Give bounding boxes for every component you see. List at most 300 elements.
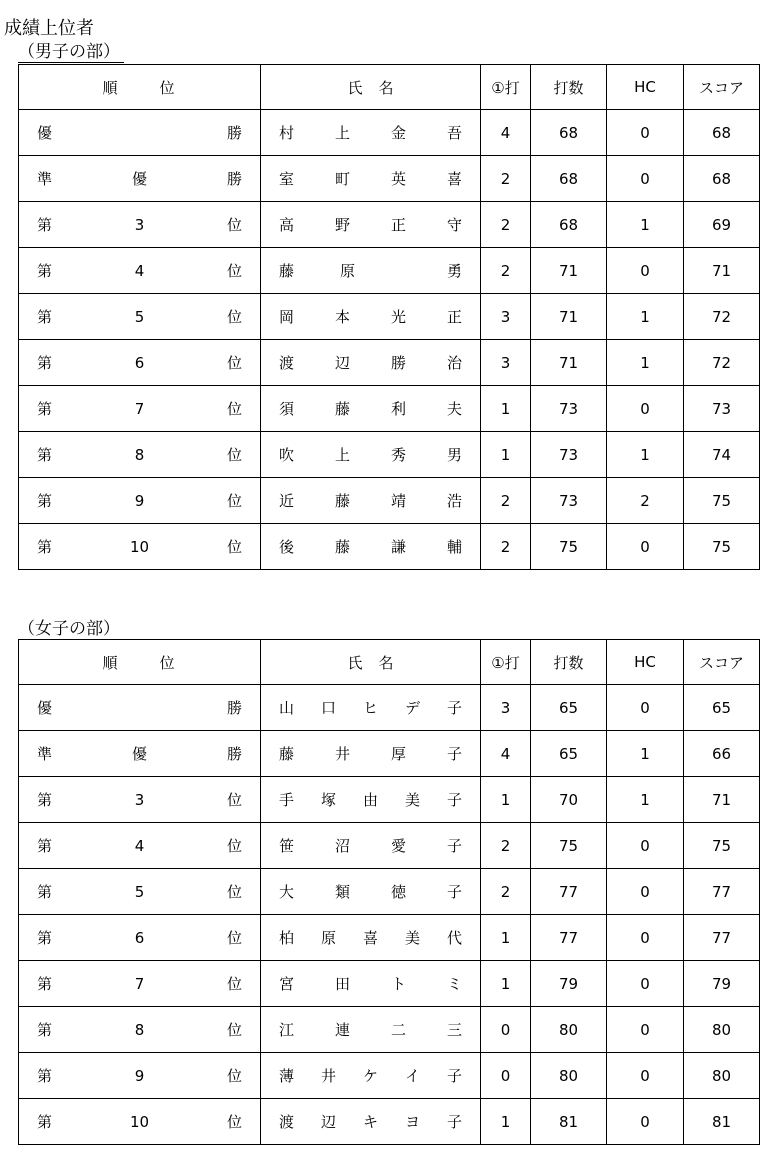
hole1-cell: 0 bbox=[481, 1007, 531, 1053]
hole1-cell: 1 bbox=[481, 915, 531, 961]
name-char: 柏 bbox=[279, 929, 295, 947]
header-hc: HC bbox=[607, 65, 684, 110]
rank-cell bbox=[19, 432, 261, 478]
rank-cell bbox=[19, 915, 261, 961]
hc-cell: 1 bbox=[607, 294, 684, 340]
name-char: 塚 bbox=[320, 791, 336, 809]
rank-part: 勝 bbox=[226, 699, 242, 717]
strokes-cell: 68 bbox=[531, 156, 607, 202]
rank-part: 9 bbox=[134, 1066, 145, 1085]
rank-part: 優 bbox=[37, 124, 53, 142]
header-row bbox=[19, 640, 760, 685]
name-char: キ bbox=[362, 1113, 378, 1131]
hole1-cell: 3 bbox=[481, 685, 531, 731]
name-char: 正 bbox=[390, 216, 406, 234]
score-cell: 65 bbox=[684, 685, 760, 731]
table-row bbox=[19, 777, 760, 823]
name-char: 渡 bbox=[279, 1113, 295, 1131]
player-name-cell bbox=[261, 340, 481, 386]
name-char: 口 bbox=[320, 699, 336, 717]
name-char: 三 bbox=[446, 1021, 462, 1039]
hc-cell: 0 bbox=[607, 961, 684, 1007]
hole1-cell: 0 bbox=[481, 1053, 531, 1099]
player-name-cell bbox=[261, 524, 481, 570]
table-row bbox=[19, 685, 760, 731]
name-char: 野 bbox=[334, 216, 350, 234]
rank-part: 位 bbox=[226, 1113, 242, 1131]
hole1-cell: 2 bbox=[481, 202, 531, 248]
rank-part: 第 bbox=[37, 262, 53, 280]
hole1-cell: 2 bbox=[481, 869, 531, 915]
header-score: スコア bbox=[684, 65, 760, 110]
rank-part: 第 bbox=[37, 975, 53, 993]
rank-part: 勝 bbox=[226, 745, 242, 763]
header-rank-label bbox=[102, 77, 176, 98]
strokes-cell: 80 bbox=[531, 1007, 607, 1053]
hole1-cell: 1 bbox=[481, 432, 531, 478]
name-char: 愛 bbox=[390, 837, 406, 855]
header-rank-char: 位 bbox=[159, 78, 177, 97]
rank-part: 位 bbox=[226, 975, 242, 993]
rank-cell bbox=[19, 386, 261, 432]
rank-part: 6 bbox=[134, 353, 145, 372]
table-row bbox=[19, 478, 760, 524]
player-name-cell bbox=[261, 432, 481, 478]
header-name-label bbox=[347, 654, 393, 672]
name-char: 由 bbox=[362, 791, 378, 809]
strokes-cell: 80 bbox=[531, 1053, 607, 1099]
results-table-men bbox=[18, 64, 760, 570]
table-row bbox=[19, 1007, 760, 1053]
hc-cell: 1 bbox=[607, 777, 684, 823]
hc-cell: 0 bbox=[607, 1099, 684, 1145]
rank-cell bbox=[19, 1053, 261, 1099]
rank-part: 位 bbox=[226, 446, 242, 464]
rank-cell bbox=[19, 294, 261, 340]
score-cell: 73 bbox=[684, 386, 760, 432]
strokes-cell: 81 bbox=[531, 1099, 607, 1145]
name-char: 秀 bbox=[390, 446, 406, 464]
name-char: 笹 bbox=[279, 837, 295, 855]
name-char: 藤 bbox=[334, 492, 350, 510]
strokes-cell: 73 bbox=[531, 386, 607, 432]
rank-part: 第 bbox=[37, 400, 53, 418]
rank-part: 勝 bbox=[226, 170, 242, 188]
name-char: 喜 bbox=[362, 929, 378, 947]
rank-cell bbox=[19, 731, 261, 777]
rank-part: 準 bbox=[37, 170, 53, 188]
rank-cell bbox=[19, 869, 261, 915]
name-char: 田 bbox=[334, 975, 350, 993]
name-char: 子 bbox=[446, 791, 462, 809]
hole1-cell: 1 bbox=[481, 1099, 531, 1145]
rank-part: 9 bbox=[134, 491, 145, 510]
header-hole1: ①打 bbox=[481, 65, 531, 110]
header-rank bbox=[19, 640, 261, 685]
header-rank-label bbox=[102, 652, 176, 673]
hc-cell: 0 bbox=[607, 386, 684, 432]
hc-cell: 0 bbox=[607, 1053, 684, 1099]
name-char: 喜 bbox=[446, 170, 462, 188]
player-name-cell bbox=[261, 823, 481, 869]
rank-part: 6 bbox=[134, 928, 145, 947]
table-row bbox=[19, 1099, 760, 1145]
rank-cell bbox=[19, 478, 261, 524]
rank-cell bbox=[19, 340, 261, 386]
player-name-cell bbox=[261, 478, 481, 524]
rank-part: 7 bbox=[134, 399, 145, 418]
rank-part: 第 bbox=[37, 929, 53, 947]
header-row bbox=[19, 65, 760, 110]
rank-cell bbox=[19, 1007, 261, 1053]
table-row bbox=[19, 869, 760, 915]
strokes-cell: 71 bbox=[531, 294, 607, 340]
name-char: 子 bbox=[446, 837, 462, 855]
header-score: スコア bbox=[684, 640, 760, 685]
header-strokes: 打数 bbox=[531, 640, 607, 685]
hole1-cell: 4 bbox=[481, 731, 531, 777]
rank-cell bbox=[19, 961, 261, 1007]
strokes-cell: 65 bbox=[531, 731, 607, 777]
score-cell: 74 bbox=[684, 432, 760, 478]
rank-part: 優 bbox=[37, 699, 53, 717]
table-row bbox=[19, 386, 760, 432]
name-char: 近 bbox=[279, 492, 295, 510]
hc-cell: 0 bbox=[607, 156, 684, 202]
rank-cell bbox=[19, 823, 261, 869]
header-rank-char: 順 bbox=[102, 653, 120, 672]
rank-cell bbox=[19, 777, 261, 823]
hc-cell: 0 bbox=[607, 1007, 684, 1053]
rank-part: 位 bbox=[226, 837, 242, 855]
hole1-cell: 3 bbox=[481, 340, 531, 386]
score-cell: 77 bbox=[684, 869, 760, 915]
table-row bbox=[19, 202, 760, 248]
name-char: 藤 bbox=[334, 400, 350, 418]
table-row bbox=[19, 961, 760, 1007]
hole1-cell: 1 bbox=[481, 961, 531, 1007]
rank-part: 5 bbox=[134, 882, 145, 901]
rank-part: 第 bbox=[37, 1021, 53, 1039]
strokes-cell: 71 bbox=[531, 340, 607, 386]
rank-part: 7 bbox=[134, 974, 145, 993]
rank-part: 優 bbox=[131, 170, 147, 188]
name-char: 治 bbox=[446, 354, 462, 372]
hc-cell: 1 bbox=[607, 340, 684, 386]
score-cell: 75 bbox=[684, 478, 760, 524]
table-row bbox=[19, 1053, 760, 1099]
name-char: 徳 bbox=[390, 883, 406, 901]
rank-part: 第 bbox=[37, 354, 53, 372]
player-name-cell bbox=[261, 294, 481, 340]
page-title: 成績上位者 bbox=[4, 18, 94, 39]
rank-part: 第 bbox=[37, 883, 53, 901]
hc-cell: 0 bbox=[607, 869, 684, 915]
name-char: 町 bbox=[334, 170, 350, 188]
rank-part: 3 bbox=[134, 215, 145, 234]
score-cell: 72 bbox=[684, 294, 760, 340]
name-char: ト bbox=[390, 975, 406, 993]
results-table-women bbox=[18, 639, 760, 1145]
header-strokes: 打数 bbox=[531, 65, 607, 110]
rank-part: 第 bbox=[37, 1113, 53, 1131]
name-char: 江 bbox=[279, 1021, 295, 1039]
strokes-cell: 75 bbox=[531, 524, 607, 570]
rank-part: 位 bbox=[226, 216, 242, 234]
name-char: ヒ bbox=[362, 699, 378, 717]
name-char: 美 bbox=[404, 791, 420, 809]
strokes-cell: 68 bbox=[531, 110, 607, 156]
score-cell: 68 bbox=[684, 110, 760, 156]
table-row bbox=[19, 823, 760, 869]
name-char: 井 bbox=[320, 1067, 336, 1085]
hole1-cell: 4 bbox=[481, 110, 531, 156]
header-rank-char: 順 bbox=[102, 78, 120, 97]
rank-cell bbox=[19, 110, 261, 156]
strokes-cell: 77 bbox=[531, 869, 607, 915]
name-char: デ bbox=[404, 699, 420, 717]
rank-part: 第 bbox=[37, 791, 53, 809]
hc-cell: 0 bbox=[607, 823, 684, 869]
rank-part: 位 bbox=[226, 262, 242, 280]
rank-part: 第 bbox=[37, 216, 53, 234]
name-char: 室 bbox=[279, 170, 295, 188]
rank-part: 8 bbox=[134, 445, 145, 464]
hc-cell: 0 bbox=[607, 110, 684, 156]
name-char: 正 bbox=[446, 308, 462, 326]
table-row bbox=[19, 731, 760, 777]
header-name bbox=[261, 65, 481, 110]
rank-cell bbox=[19, 685, 261, 731]
table-row bbox=[19, 248, 760, 294]
name-char: 辺 bbox=[334, 354, 350, 372]
name-char: 上 bbox=[334, 124, 350, 142]
player-name-cell bbox=[261, 1053, 481, 1099]
hole1-cell: 2 bbox=[481, 524, 531, 570]
name-char: 謙 bbox=[390, 538, 406, 556]
name-char: 井 bbox=[334, 745, 350, 763]
section-label-women: （女子の部） bbox=[18, 619, 124, 640]
strokes-cell: 79 bbox=[531, 961, 607, 1007]
player-name-cell bbox=[261, 731, 481, 777]
player-name-cell bbox=[261, 961, 481, 1007]
hc-cell: 1 bbox=[607, 202, 684, 248]
hole1-cell: 1 bbox=[481, 777, 531, 823]
player-name-cell bbox=[261, 1007, 481, 1053]
hc-cell: 1 bbox=[607, 731, 684, 777]
player-name-cell bbox=[261, 110, 481, 156]
header-rank-char: 位 bbox=[159, 653, 177, 672]
name-char: 宮 bbox=[279, 975, 295, 993]
player-name-cell bbox=[261, 156, 481, 202]
player-name-cell bbox=[261, 685, 481, 731]
name-char: 子 bbox=[446, 1113, 462, 1131]
rank-part: 第 bbox=[37, 837, 53, 855]
player-name-cell bbox=[261, 777, 481, 823]
score-cell: 69 bbox=[684, 202, 760, 248]
rank-part: 位 bbox=[226, 308, 242, 326]
name-char: 勝 bbox=[390, 354, 406, 372]
name-char: 岡 bbox=[279, 308, 295, 326]
rank-part: 5 bbox=[134, 307, 145, 326]
score-cell: 80 bbox=[684, 1053, 760, 1099]
rank-part: 位 bbox=[226, 492, 242, 510]
name-char: 藤 bbox=[279, 745, 295, 763]
hc-cell: 2 bbox=[607, 478, 684, 524]
rank-part: 第 bbox=[37, 446, 53, 464]
name-char: 本 bbox=[334, 308, 350, 326]
name-char: 美 bbox=[404, 929, 420, 947]
score-cell: 80 bbox=[684, 1007, 760, 1053]
rank-cell bbox=[19, 202, 261, 248]
name-char: ケ bbox=[362, 1067, 378, 1085]
rank-part: 準 bbox=[37, 745, 53, 763]
rank-part: 3 bbox=[134, 790, 145, 809]
table-row bbox=[19, 340, 760, 386]
name-char: 渡 bbox=[279, 354, 295, 372]
header-name-char: 名 bbox=[378, 78, 394, 97]
name-char: 輔 bbox=[446, 538, 462, 556]
name-char: 浩 bbox=[446, 492, 462, 510]
table-row bbox=[19, 110, 760, 156]
name-char: 代 bbox=[446, 929, 462, 947]
rank-part: 第 bbox=[37, 1067, 53, 1085]
score-cell: 79 bbox=[684, 961, 760, 1007]
name-char: 子 bbox=[446, 1067, 462, 1085]
hole1-cell: 3 bbox=[481, 294, 531, 340]
name-char: 利 bbox=[390, 400, 406, 418]
name-char: イ bbox=[404, 1067, 420, 1085]
strokes-cell: 65 bbox=[531, 685, 607, 731]
strokes-cell: 77 bbox=[531, 915, 607, 961]
strokes-cell: 71 bbox=[531, 248, 607, 294]
rank-part: 位 bbox=[226, 883, 242, 901]
hole1-cell: 2 bbox=[481, 478, 531, 524]
rank-part: 位 bbox=[226, 1021, 242, 1039]
name-char: 吾 bbox=[446, 124, 462, 142]
hole1-cell: 2 bbox=[481, 248, 531, 294]
header-hole1: ①打 bbox=[481, 640, 531, 685]
strokes-cell: 70 bbox=[531, 777, 607, 823]
hole1-cell: 2 bbox=[481, 823, 531, 869]
rank-part: 位 bbox=[226, 400, 242, 418]
name-char: 後 bbox=[279, 538, 295, 556]
player-name-cell bbox=[261, 202, 481, 248]
score-cell: 75 bbox=[684, 823, 760, 869]
name-char: 須 bbox=[279, 400, 295, 418]
header-name bbox=[261, 640, 481, 685]
score-cell: 71 bbox=[684, 777, 760, 823]
player-name-cell bbox=[261, 915, 481, 961]
rank-part: 位 bbox=[226, 354, 242, 372]
name-char: 村 bbox=[279, 124, 295, 142]
player-name-cell bbox=[261, 248, 481, 294]
player-name-cell bbox=[261, 869, 481, 915]
hole1-cell: 2 bbox=[481, 156, 531, 202]
rank-part: 勝 bbox=[226, 124, 242, 142]
name-char: 男 bbox=[446, 446, 462, 464]
name-char: 手 bbox=[279, 791, 295, 809]
header-rank bbox=[19, 65, 261, 110]
header-name-char: 氏 bbox=[347, 653, 363, 672]
strokes-cell: 75 bbox=[531, 823, 607, 869]
rank-part: 優 bbox=[131, 745, 147, 763]
name-char: 子 bbox=[446, 745, 462, 763]
rank-cell bbox=[19, 156, 261, 202]
name-char: 薄 bbox=[279, 1067, 295, 1085]
name-char: 沼 bbox=[334, 837, 350, 855]
table-row bbox=[19, 524, 760, 570]
score-cell: 77 bbox=[684, 915, 760, 961]
name-char: 光 bbox=[390, 308, 406, 326]
name-char: 類 bbox=[334, 883, 350, 901]
name-char: 靖 bbox=[390, 492, 406, 510]
rank-part: 第 bbox=[37, 538, 53, 556]
section-label-men: （男子の部） bbox=[18, 42, 124, 63]
rank-part: 4 bbox=[134, 261, 145, 280]
table-row bbox=[19, 156, 760, 202]
name-char: 夫 bbox=[446, 400, 462, 418]
hc-cell: 0 bbox=[607, 685, 684, 731]
score-cell: 81 bbox=[684, 1099, 760, 1145]
rank-part: 第 bbox=[37, 308, 53, 326]
name-char: 二 bbox=[390, 1021, 406, 1039]
name-char: 上 bbox=[334, 446, 350, 464]
score-cell: 66 bbox=[684, 731, 760, 777]
strokes-cell: 68 bbox=[531, 202, 607, 248]
name-char: 守 bbox=[446, 216, 462, 234]
name-char: ミ bbox=[446, 975, 462, 993]
player-name-cell bbox=[261, 386, 481, 432]
table-row bbox=[19, 294, 760, 340]
hc-cell: 0 bbox=[607, 248, 684, 294]
hc-cell: 1 bbox=[607, 432, 684, 478]
name-char: 原 bbox=[340, 262, 356, 280]
name-char: 藤 bbox=[334, 538, 350, 556]
name-char: 子 bbox=[446, 699, 462, 717]
rank-part: 位 bbox=[226, 538, 242, 556]
name-char: 金 bbox=[390, 124, 406, 142]
rank-cell bbox=[19, 524, 261, 570]
header-name-char: 氏 bbox=[347, 78, 363, 97]
name-char: 藤 bbox=[279, 262, 295, 280]
hole1-cell: 1 bbox=[481, 386, 531, 432]
hc-cell: 0 bbox=[607, 524, 684, 570]
rank-part: 10 bbox=[129, 537, 150, 556]
player-name-cell bbox=[261, 1099, 481, 1145]
table-row bbox=[19, 915, 760, 961]
rank-part: 位 bbox=[226, 929, 242, 947]
name-char: 厚 bbox=[390, 745, 406, 763]
table-row bbox=[19, 432, 760, 478]
name-char: 辺 bbox=[320, 1113, 336, 1131]
header-hc: HC bbox=[607, 640, 684, 685]
name-char: 原 bbox=[320, 929, 336, 947]
strokes-cell: 73 bbox=[531, 432, 607, 478]
strokes-cell: 73 bbox=[531, 478, 607, 524]
rank-part: 第 bbox=[37, 492, 53, 510]
rank-cell bbox=[19, 248, 261, 294]
score-cell: 72 bbox=[684, 340, 760, 386]
header-name-label bbox=[347, 79, 393, 97]
header-name-char: 名 bbox=[378, 653, 394, 672]
rank-part: 4 bbox=[134, 836, 145, 855]
score-cell: 71 bbox=[684, 248, 760, 294]
name-char: 高 bbox=[279, 216, 295, 234]
name-char: ヨ bbox=[404, 1113, 420, 1131]
rank-part: 10 bbox=[129, 1112, 150, 1131]
score-cell: 68 bbox=[684, 156, 760, 202]
